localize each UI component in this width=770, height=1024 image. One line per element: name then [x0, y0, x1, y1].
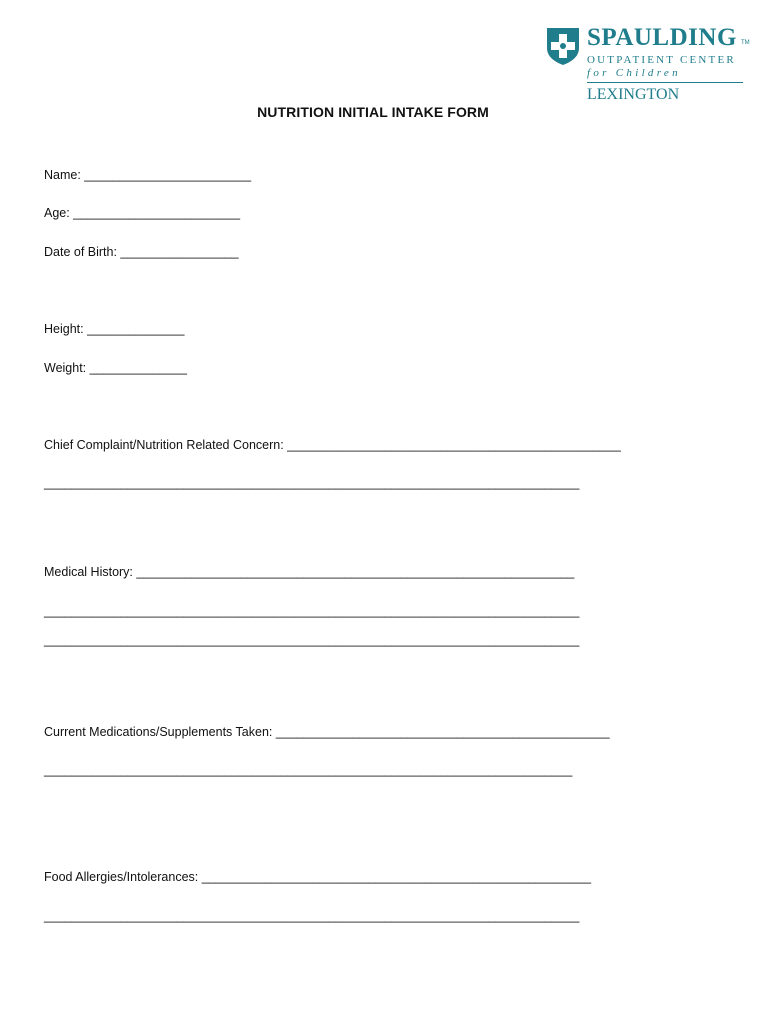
allergies-field[interactable]: Food Allergies/Intolerances: ________________________________________________________: [44, 870, 592, 884]
allergies-continuation[interactable]: _____________________________________________________________________________: [44, 909, 580, 923]
chief-complaint-continuation[interactable]: _____________________________________________________________________________: [44, 476, 580, 490]
dob-field[interactable]: Date of Birth: _________________: [44, 245, 239, 259]
form-title: NUTRITION INITIAL INTAKE FORM: [257, 104, 489, 120]
height-field[interactable]: Height: ______________: [44, 322, 185, 336]
medical-history-field[interactable]: Medical History: _______________________________________________________________: [44, 565, 575, 579]
logo-location: LEXINGTON: [587, 86, 680, 103]
weight-field[interactable]: Weight: ______________: [44, 361, 187, 375]
medications-field[interactable]: Current Medications/Supplements Taken: ________________________________________________: [44, 725, 610, 739]
logo-trademark: TM: [741, 40, 750, 46]
chief-complaint-field[interactable]: Chief Complaint/Nutrition Related Concern: ________________________________________________: [44, 438, 621, 452]
spaulding-logo: [545, 24, 750, 108]
medical-history-continuation-1[interactable]: _____________________________________________________________________________: [44, 604, 580, 618]
medications-continuation[interactable]: ____________________________________________________________________________: [44, 763, 573, 777]
logo-brand: SPAULDING: [587, 24, 737, 51]
logo-subtitle: OUTPATIENT CENTER: [587, 54, 736, 66]
logo-tagline: for Children: [587, 67, 681, 79]
medical-history-continuation-2[interactable]: _____________________________________________________________________________: [44, 633, 580, 647]
logo-divider: [587, 82, 743, 83]
age-field[interactable]: Age: ________________________: [44, 206, 241, 220]
name-field[interactable]: Name: ________________________: [44, 168, 252, 182]
shield-cross-icon: [545, 26, 581, 66]
